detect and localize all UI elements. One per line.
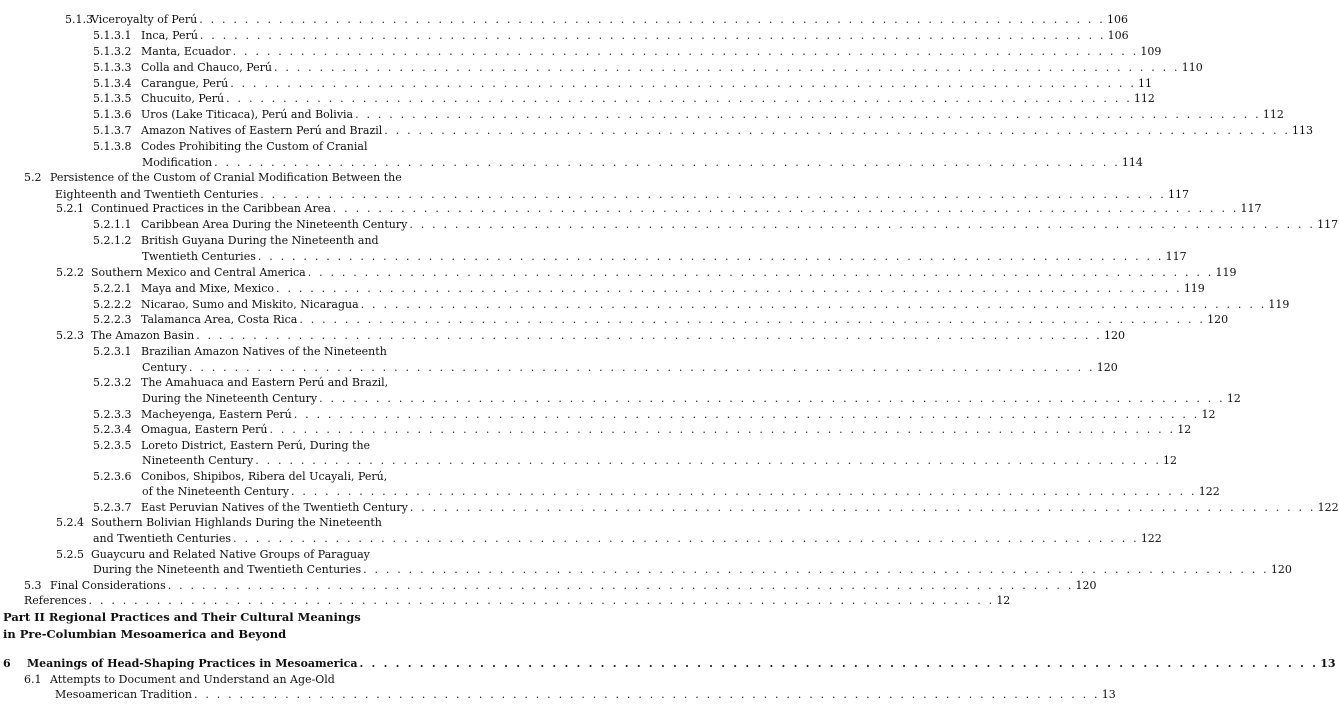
toc-entry-5-1-3-3[interactable] [93,59,1203,74]
leader-dots: . . . . . . . . . . . . . . . . . . . . . . . . . . . . . . . . . . . . . . . . . . . . . . . . . . . . . . . . . . . . . . . . . . . . . . . . . . . . . . . . [363,563,1269,576]
toc-entry[interactable] [55,686,1116,701]
toc-number: 5.2.1 [56,202,84,215]
toc-title: Final Considerations [50,579,166,592]
toc-entry-6[interactable] [3,655,1336,670]
toc-page-number: 120 [1104,329,1126,342]
toc-page-number: 112 [1262,108,1284,121]
toc-entry-5-2[interactable] [24,169,430,184]
toc-entry-5-2-3-6[interactable] [93,468,430,483]
toc-page-number: 114 [1121,156,1143,169]
leader-dots: . . . . . . . . . . . . . . . . . . . . . . . . . . . . . . . . . . . . . . . . . . . . . . . . . . . . . . . . . . . . . . . . . . . . . . . . . . . . . . . . [274,61,1180,74]
toc-entry-5-2-1-1[interactable] [93,216,1339,231]
leader-dots: . . . . . . . . . . . . . . . . . . . . . . . . . . . . . . . . . . . . . . . . . . . . . . . . . . . . . . . . . . . . . . . . . . . . . . . . . . . . . . . . [232,45,1139,58]
toc-number: 5.2.3.4 [93,423,132,436]
toc-page-number: 120 [1270,563,1292,576]
toc-entry-5-1-3-1[interactable] [93,27,1129,42]
toc-number: 6.1 [24,673,42,686]
toc-number: 5.2.2.3 [93,313,132,326]
toc-entry-5-2-5[interactable] [56,546,430,561]
toc-title: Carangue, Perú [141,77,229,90]
leader-dots: . . . . . . . . . . . . . . . . . . . . . . . . . . . . . . . . . . . . . . . . . . . . . . . . . . . . . . . . . . . . . . . . . . . . . . . . . . . . . . . . [409,501,1316,514]
toc-title: Codes Prohibiting the Custom of Cranial [141,140,368,153]
toc-title: of the Nineteenth Century [142,485,289,498]
toc-title: Amazon Natives of Eastern Perú and Brazil [141,124,383,137]
toc-title: Attempts to Document and Understand an Age-Old [50,673,335,686]
toc-entry[interactable] [142,154,1143,169]
toc-entry[interactable] [24,592,1011,607]
leader-dots: . . . . . . . . . . . . . . . . . . . . . . . . . . . . . . . . . . . . . . . . . . . . . . . . . . . . . . . . . . . . . . . . . . . . . . . . . . . . . . . . [276,282,1182,295]
toc-entry[interactable] [55,186,1189,201]
leader-dots: . . . . . . . . . . . . . . . . . . . . . . . . . . . . . . . . . . . . . . . . . . . . . . . . . . . . . . . . . . . . . . . . . . . . . . . . . . . . . . . . [193,688,1100,701]
toc-number: 5.2.3.7 [93,501,132,514]
toc-page-number: 119 [1183,282,1205,295]
toc-page-number: 122 [1140,532,1162,545]
toc-page-number: 122 [1198,485,1220,498]
toc-number: 5.1.3.8 [93,140,132,153]
leader-dots: . . . . . . . . . . . . . . . . . . . . . . . . . . . . . . . . . . . . . . . . . . . . . . . . . . . . . . . . . . . . . . . . . . . . . . . . . . . . . . . . [199,13,1105,26]
leader-dots: . . . . . . . . . . . . . . . . . . . . . . . . . . . . . . . . . . . . . . . . . . . . . . . . . . . . . . . . . . . . . . . . . . . . . . . . . . . . . . . . [384,124,1291,137]
toc-entry-5-2-2[interactable] [56,264,1237,279]
toc-title: Eighteenth and Twentieth Centuries [55,188,259,201]
toc-entry-5-3[interactable] [24,577,1097,592]
toc-entry-5-1-3-5[interactable] [93,90,1155,105]
toc-number: 5.2.3.1 [93,345,132,358]
toc-title: Southern Mexico and Central America [91,266,306,279]
toc-title: The Amazon Basin [91,329,195,342]
toc-title: During the Nineteenth and Twentieth Centuries [93,563,362,576]
toc-number: 5.2.1.1 [93,218,132,231]
toc-page-number: 109 [1140,45,1162,58]
toc-entry[interactable] [93,561,1292,576]
toc-title: Colla and Chauco, Perú [141,61,272,74]
toc-title: Loreto District, Eastern Perú, During the [141,439,371,452]
toc-entry[interactable] [142,452,1178,467]
toc-number: 5.1.3.5 [93,92,132,105]
toc-entry-5-2-3-5[interactable] [93,437,430,452]
toc-title: Caribbean Area During the Nineteenth Century [141,218,408,231]
toc-title: Inca, Perú [141,29,198,42]
toc-title: Nineteenth Century [142,454,254,467]
toc-entry-5-2-1-2[interactable] [93,232,430,247]
leader-dots: . . . . . . . . . . . . . . . . . . . . . . . . . . . . . . . . . . . . . . . . . . . . . . . . . . . . . . . . . . . . . . . . . . . . . . . . . . . . . . . . [88,594,995,607]
toc-number: 5.2 [24,171,42,184]
leader-dots: . . . . . . . . . . . . . . . . . . . . . . . . . . . . . . . . . . . . . . . . . . . . . . . . . . . . . . . . . . . . . . . . . . . . . . . . . . . . . . . . [196,329,1103,342]
toc-page-number: 112 [1133,92,1155,105]
toc-title: Chucuito, Perú [141,92,225,105]
toc-title: Modification [142,156,213,169]
toc-title: Brazilian Amazon Natives of the Nineteenth [141,345,387,358]
leader-dots: . . . . . . . . . . . . . . . . . . . . . . . . . . . . . . . . . . . . . . . . . . . . . . . . . . . . . . . . . . . . . . . . . . . . . . . . . . . . . . . . [230,77,1137,90]
toc-number: 5.1.3.6 [93,108,132,121]
toc-entry-5-2-4[interactable] [56,514,430,529]
toc-page-number: 12 [1177,423,1192,436]
toc-number: 5.2.1.2 [93,234,132,247]
toc-page-number: 117 [1168,188,1189,201]
toc-title: Southern Bolivian Highlands During the Nineteenth [91,516,382,529]
toc-entry-5-1-3-6[interactable] [93,106,1284,121]
toc-number: 5.1.3.7 [93,124,132,137]
toc-entry-5-1-3[interactable] [65,11,1128,26]
toc-entry[interactable] [93,530,1162,545]
toc-entry-5-1-3-4[interactable] [93,75,1153,90]
leader-dots: . . . . . . . . . . . . . . . . . . . . . . . . . . . . . . . . . . . . . . . . . . . . . . . . . . . . . . . . . . . . . . . . . . . . . . . . . . . . . . . . [293,408,1200,421]
toc-title: Meanings of Head-Shaping Practices in Mesoamerica [27,657,358,670]
toc-entry-5-2-2-1[interactable] [93,280,1205,295]
toc-page-number: 113 [1292,124,1314,137]
toc-title: Century [142,361,187,374]
toc-title: During the Nineteenth Century [142,392,318,405]
toc-page-number: 106 [1107,29,1129,42]
toc-entry[interactable] [142,359,1118,374]
toc-title: Maya and Mixe, Mexico [141,282,275,295]
toc-entry-5-2-3-7[interactable] [93,499,1339,514]
toc-page-number: 120 [1096,361,1118,374]
leader-dots: . . . . . . . . . . . . . . . . . . . . . . . . . . . . . . . . . . . . . . . . . . . . . . . . . . . . . . . . . . . . . . . . . . . . . . . . . . . . . . . . [290,485,1197,498]
toc-number: 5.2.3.2 [93,376,132,389]
leader-dots: . . . . . . . . . . . . . . . . . . . . . . . . . . . . . . . . . . . . . . . . . . . . . . . . . . . . . . . . . . . . . . . . . . . . . . . . . . . . . . . . [260,188,1166,201]
toc-page-number: 117 [1240,202,1262,215]
toc-entry-5-2-3-4[interactable] [93,421,1192,436]
toc-number: 5.2.4 [56,516,84,529]
toc-number: 5.2.2 [56,266,84,279]
leader-dots: . . . . . . . . . . . . . . . . . . . . . . . . . . . . . . . . . . . . . . . . . . . . . . . . . . . . . . . . . . . . . . . . . . . . . . . . . . . . . . . . [269,423,1176,436]
toc-title: Continued Practices in the Caribbean Area [91,202,331,215]
toc-number: 5.1.3.4 [93,77,132,90]
toc-number: 5.2.2.1 [93,282,132,295]
toc-page-number: 13 [1320,657,1336,670]
leader-dots: . . . . . . . . . . . . . . . . . . . . . . . . . . . . . . . . . . . . . . . . . . . . . . . . . . . . . . . . . . . . . . . . . . . . . . . . . . . . . . . . [359,657,1319,670]
toc-number: 6 [3,657,11,670]
toc-page-number: 11 [1138,77,1153,90]
toc-number: 5.2.3 [56,329,84,342]
toc-title: Manta, Ecuador [141,45,231,58]
toc-entry[interactable] [142,483,1220,498]
toc-page-number: 110 [1181,61,1203,74]
leader-dots: . . . . . . . . . . . . . . . . . . . . . . . . . . . . . . . . . . . . . . . . . . . . . . . . . . . . . . . . . . . . . . . . . . . . . . . . . . . . . . . . [214,156,1120,169]
leader-dots: . . . . . . . . . . . . . . . . . . . . . . . . . . . . . . . . . . . . . . . . . . . . . . . . . . . . . . . . . . . . . . . . . . . . . . . . . . . . . . . . [199,29,1106,42]
toc-page-number: 12 [996,594,1011,607]
toc-number: 5.1.3.3 [93,61,132,74]
toc-entry-5-2-3-2[interactable] [93,374,430,389]
part-heading-line-2: in Pre-Columbian Mesoamerica and Beyond [3,627,287,641]
toc-entry-5-2-3[interactable] [56,327,1126,342]
toc-title: Talamanca Area, Costa Rica [141,313,298,326]
toc-page-number: 122 [1317,501,1339,514]
toc-title: The Amahuaca and Eastern Perú and Brazil, [141,376,389,389]
leader-dots: . . . . . . . . . . . . . . . . . . . . . . . . . . . . . . . . . . . . . . . . . . . . . . . . . . . . . . . . . . . . . . . . . . . . . . . . . . . . . . . . [332,202,1239,215]
toc-page-number: 117 [1165,250,1187,263]
toc-page-number: 120 [1207,313,1229,326]
toc-page-number: 106 [1106,13,1128,26]
leader-dots: . . . . . . . . . . . . . . . . . . . . . . . . . . . . . . . . . . . . . . . . . . . . . . . . . . . . . . . . . . . . . . . . . . . . . . . . . . . . . . . . [255,454,1162,467]
toc-entry-5-2-1[interactable] [56,200,1262,215]
leader-dots: . . . . . . . . . . . . . . . . . . . . . . . . . . . . . . . . . . . . . . . . . . . . . . . . . . . . . . . . . . . . . . . . . . . . . . . . . . . . . . . . [409,218,1316,231]
leader-dots: . . . . . . . . . . . . . . . . . . . . . . . . . . . . . . . . . . . . . . . . . . . . . . . . . . . . . . . . . . . . . . . . . . . . . . . . . . . . . . . . [226,92,1132,105]
toc-number: 5.3 [24,579,42,592]
part-heading-line-1: Part II Regional Practices and Their Cultural Meanings [3,610,361,624]
toc-number: 5.1.3 [65,13,93,26]
toc-title: References [24,594,87,607]
toc-title: Conibos, Shipibos, Ribera del Ucayali, Perú, [141,470,388,483]
toc-number: 5.2.5 [56,548,84,561]
leader-dots: . . . . . . . . . . . . . . . . . . . . . . . . . . . . . . . . . . . . . . . . . . . . . . . . . . . . . . . . . . . . . . . . . . . . . . . . . . . . . . . . [319,392,1225,405]
toc-title: Mesoamerican Tradition [55,688,192,701]
toc-title: Nicarao, Sumo and Miskito, Nicaragua [141,298,359,311]
toc-entry-5-1-3-2[interactable] [93,43,1162,58]
toc-title: Guaycuru and Related Native Groups of Paraguay [91,548,370,561]
toc-page-number: 12 [1163,454,1178,467]
toc-title: Omagua, Eastern Perú [141,423,268,436]
leader-dots: . . . . . . . . . . . . . . . . . . . . . . . . . . . . . . . . . . . . . . . . . . . . . . . . . . . . . . . . . . . . . . . . . . . . . . . . . . . . . . . . [257,250,1164,263]
toc-title: Uros (Lake Titicaca), Perú and Bolivia [141,108,354,121]
toc-page-number: 13 [1101,688,1116,701]
toc-title: Macheyenga, Eastern Perú [141,408,292,421]
toc-entry-5-1-3-8[interactable] [93,138,430,153]
toc-page-number: 119 [1215,266,1237,279]
toc-page-number: 119 [1268,298,1290,311]
toc-title: Twentieth Centuries [142,250,256,263]
toc-entry-5-2-2-3[interactable] [93,311,1229,326]
toc-title: Viceroyalty of Perú [91,13,198,26]
leader-dots: . . . . . . . . . . . . . . . . . . . . . . . . . . . . . . . . . . . . . . . . . . . . . . . . . . . . . . . . . . . . . . . . . . . . . . . . . . . . . . . . [360,298,1267,311]
leader-dots: . . . . . . . . . . . . . . . . . . . . . . . . . . . . . . . . . . . . . . . . . . . . . . . . . . . . . . . . . . . . . . . . . . . . . . . . . . . . . . . . [299,313,1206,326]
toc-number: 5.1.3.1 [93,29,132,42]
leader-dots: . . . . . . . . . . . . . . . . . . . . . . . . . . . . . . . . . . . . . . . . . . . . . . . . . . . . . . . . . . . . . . . . . . . . . . . . . . . . . . . . [355,108,1261,121]
leader-dots: . . . . . . . . . . . . . . . . . . . . . . . . . . . . . . . . . . . . . . . . . . . . . . . . . . . . . . . . . . . . . . . . . . . . . . . . . . . . . . . . [189,361,1095,374]
toc-entry-5-2-2-2[interactable] [93,296,1290,311]
toc-entry-5-2-3-1[interactable] [93,343,430,358]
toc-entry-5-1-3-7[interactable] [93,122,1314,137]
toc-page-number: 12 [1226,392,1241,405]
toc-page-number: 117 [1317,218,1339,231]
leader-dots: . . . . . . . . . . . . . . . . . . . . . . . . . . . . . . . . . . . . . . . . . . . . . . . . . . . . . . . . . . . . . . . . . . . . . . . . . . . . . . . . [167,579,1074,592]
toc-number: 5.2.2.2 [93,298,132,311]
leader-dots: . . . . . . . . . . . . . . . . . . . . . . . . . . . . . . . . . . . . . . . . . . . . . . . . . . . . . . . . . . . . . . . . . . . . . . . . . . . . . . . . [233,532,1139,545]
toc-page-number: 120 [1075,579,1097,592]
toc-entry-5-2-3-3[interactable] [93,406,1216,421]
toc-title: Persistence of the Custom of Cranial Modification Between the [50,171,402,184]
toc-entry[interactable] [142,390,1241,405]
toc-title: British Guyana During the Nineteenth and [141,234,379,247]
toc-page-number: 12 [1201,408,1216,421]
toc-number: 5.2.3.5 [93,439,132,452]
toc-title: and Twentieth Centuries [93,532,232,545]
toc-number: 5.1.3.2 [93,45,132,58]
leader-dots: . . . . . . . . . . . . . . . . . . . . . . . . . . . . . . . . . . . . . . . . . . . . . . . . . . . . . . . . . . . . . . . . . . . . . . . . . . . . . . . . [307,266,1214,279]
toc-number: 5.2.3.6 [93,470,132,483]
toc-entry[interactable] [142,248,1187,263]
toc-title: East Peruvian Natives of the Twentieth Century [141,501,408,514]
toc-number: 5.2.3.3 [93,408,132,421]
toc-entry-6-1[interactable] [24,671,430,686]
